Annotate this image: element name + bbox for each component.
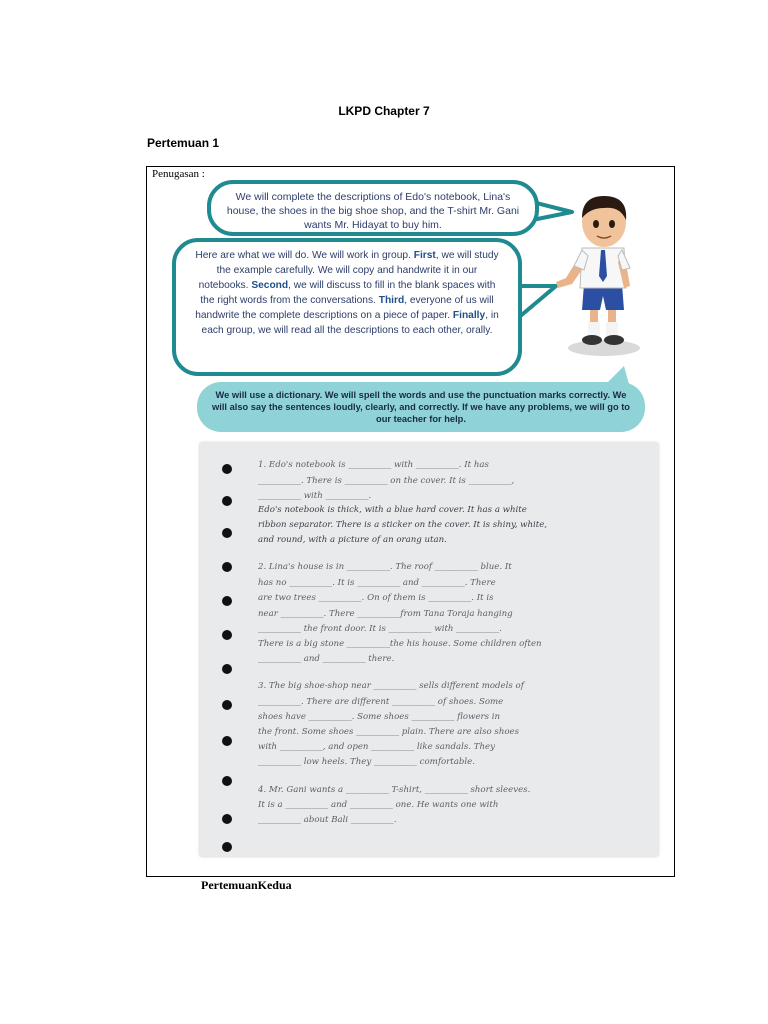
worksheet-line: __________ about Bali __________. bbox=[258, 815, 397, 825]
bubble2-second-word: Second bbox=[251, 280, 289, 291]
worksheet-line: There is a big stone __________the his house. Some children often bbox=[258, 639, 542, 649]
student-boy-illustration bbox=[552, 190, 644, 360]
worksheet-line: Edo's notebook is thick, with a blue hard cover. It has a white bbox=[258, 505, 527, 515]
bubble2-third-text: , everyone of us will handwrite the complete descriptions on a piece of paper. bbox=[195, 295, 494, 321]
worksheet-line: __________ low heels. They __________ comfortable. bbox=[258, 757, 475, 767]
worksheet-line: __________. There is __________ on the cover. It is __________, bbox=[258, 476, 515, 486]
worksheet-line: __________. There are different __________ of shoes. Some bbox=[258, 697, 504, 707]
speech-bubble-3: We will use a dictionary. We will spell the words and use the punctuation marks correctly. We will also say the sentences loudly, clearly, and correctly. If we have any problems, we will go to our teacher for help. bbox=[197, 382, 645, 432]
bubble2-finally-text: , in each group, we will read all the descriptions to each other, orally. bbox=[201, 310, 499, 336]
binder-hole bbox=[222, 496, 232, 506]
binder-hole bbox=[222, 664, 232, 674]
binder-hole bbox=[222, 700, 232, 710]
bubble2-intro: Here are what we will do. We will work in group. bbox=[195, 250, 411, 261]
worksheet-line: 2. Lina's house is in __________. The roof __________ blue. It bbox=[258, 562, 512, 572]
worksheet-line: It is a __________ and __________ one. He wants one with bbox=[258, 800, 499, 810]
worksheet-line: near __________. There __________from Tana Toraja hanging bbox=[258, 609, 513, 619]
section-heading: Pertemuan 1 bbox=[147, 136, 220, 150]
binder-hole bbox=[222, 776, 232, 786]
binder-hole bbox=[222, 596, 232, 606]
document-title: LKPD Chapter 7 bbox=[338, 104, 430, 118]
bubble2-third-word: Third bbox=[378, 295, 405, 306]
binder-hole bbox=[222, 842, 232, 852]
bubble2-finally-word: Finally bbox=[452, 310, 486, 321]
worksheet-line: with __________, and open __________ like sandals. They bbox=[258, 742, 495, 752]
binder-hole bbox=[222, 528, 232, 538]
worksheet-line: __________ with __________. bbox=[258, 491, 372, 501]
sub-heading: PertemuanKedua bbox=[201, 878, 292, 892]
worksheet-line: ribbon separator. There is a sticker on the cover. It is shiny, white, bbox=[258, 520, 548, 530]
worksheet-line: __________ and __________ there. bbox=[258, 654, 395, 664]
binder-hole bbox=[222, 736, 232, 746]
binder-hole bbox=[222, 464, 232, 474]
worksheet-line: shoes have __________. Some shoes __________ flowers in bbox=[258, 712, 501, 722]
worksheet-line: 4. Mr. Gani wants a __________ T-shirt, __________ short sleeves. bbox=[258, 785, 531, 795]
worksheet-line: and round, with a picture of an orang utan. bbox=[258, 535, 447, 545]
binder-hole bbox=[222, 814, 232, 824]
worksheet-line: has no __________. It is __________ and __________. There bbox=[258, 578, 496, 588]
worksheet-line: __________ the front door. It is __________ with __________. bbox=[258, 624, 502, 634]
bubble2-second-text: , we will discuss to fill in the blank spaces with the right words from the conversations. bbox=[200, 280, 496, 306]
speech-bubble-1: We will complete the descriptions of Edo's notebook, Lina's house, the shoes in the big shoe shop, and the T-shirt Mr. Gani wants Mr. Hidayat to buy him. bbox=[207, 180, 539, 236]
worksheet-line: 3. The big shoe-shop near __________ sells different models of bbox=[258, 681, 524, 691]
binder-hole bbox=[222, 562, 232, 572]
bubble2-first-text: , we will study the example carefully. We will copy and handwrite it in our notebooks. bbox=[198, 250, 499, 291]
worksheet-line: the front. Some shoes __________ plain. There are also shoes bbox=[258, 727, 520, 737]
worksheet-line: 1. Edo's notebook is __________ with __________. It has bbox=[258, 460, 489, 470]
bubble2-first-word: First bbox=[413, 250, 436, 261]
worksheet-line: are two trees __________. On of them is __________. It is bbox=[258, 593, 494, 603]
binder-hole bbox=[222, 630, 232, 640]
speech-bubble-2 bbox=[172, 238, 522, 376]
assignment-label: Penugasan : bbox=[152, 168, 205, 180]
